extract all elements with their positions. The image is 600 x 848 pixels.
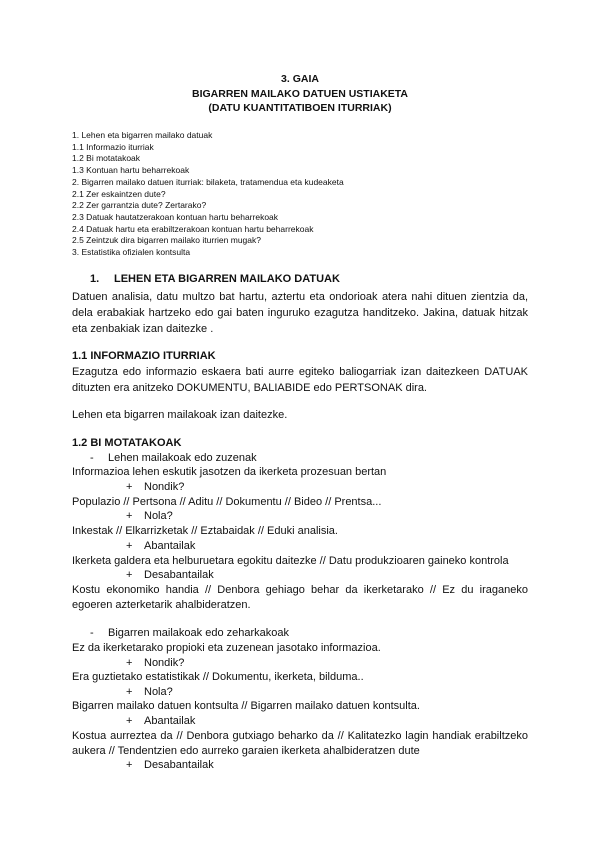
secondary-advantages-item — [126, 715, 195, 727]
table-of-contents — [72, 130, 344, 259]
toc-item: 1.3 Kontuan hartu beharrekoak — [72, 165, 190, 176]
chapter-subtitle: (DATU KUANTITATIBOEN ITURRIAK) — [208, 102, 392, 114]
section-1-2-heading: 1.2 BI MOTATAKOAK — [72, 437, 182, 449]
primary-description: Informazioa lehen eskutik jasotzen da ikerketa prozesuan bertan — [72, 466, 387, 478]
section-1-1-note: Lehen eta bigarren mailakoak izan daitezke. — [72, 409, 288, 421]
primary-advantages-label: Abantailak — [144, 540, 196, 552]
primary-advantages-item — [126, 540, 195, 552]
section-1-paragraph-line: Datuen analisia, datu multzo bat hartu, aztertu eta ondorioak atera nahi dituen zientzia da, — [72, 291, 528, 303]
secondary-how-text: Bigarren mailako datuen kontsulta // Bigarren mailako datuen kontsulta. — [72, 700, 420, 712]
section-1-paragraph-line: eta zenbakiak izan daitezke . — [72, 323, 214, 335]
primary-sources-label: Lehen mailakoak edo zuzenak — [108, 452, 257, 464]
secondary-where-text: Era guztietako estatistikak // Dokumentu, ikerketa, bilduma.. — [72, 671, 364, 683]
secondary-description: Ez da ikerketarako propioki eta zuzenean jasotako informazioa. — [72, 642, 381, 654]
secondary-sources-label: Bigarren mailakoak edo zeharkakoak — [108, 627, 289, 639]
secondary-where-item — [126, 657, 184, 669]
chapter-title: BIGARREN MAILAKO DATUEN USTIAKETA — [191, 87, 409, 100]
secondary-sources-item — [90, 627, 289, 639]
dash-bullet: - — [90, 452, 94, 464]
primary-where-text: Populazio // Pertsona // Aditu // Dokumentu // Bideo // Prentsa... — [72, 496, 382, 508]
section-1-number: 1. — [90, 273, 100, 285]
secondary-advantages-label: Abantailak — [144, 715, 196, 727]
primary-how-text: Inkestak // Elkarrizketak // Eztabaidak // Eduki analisia. — [72, 525, 338, 537]
plus-bullet: + — [126, 715, 133, 727]
toc-item: 3. Estatistika ofizialen kontsulta — [72, 247, 191, 258]
primary-disadvantages-item — [126, 569, 214, 581]
section-1-1-paragraph-line: dituzten era anitzeko DOKUMENTU, BALIABIDE edo PERTSONAK dira. — [72, 382, 427, 394]
plus-bullet: + — [126, 686, 133, 698]
toc-item: 1. Lehen eta bigarren mailako datuak — [72, 130, 213, 140]
secondary-disadvantages-item — [126, 759, 214, 771]
primary-advantages-text: Ikerketa galdera eta helburuetara egokitu daitezke // Datu produkzioaren gaineko kontrola — [72, 555, 509, 567]
primary-disadvantages-line: Kostu ekonomiko handia // Denbora gehiago behar da ikerketarako // Ez du iraganeko — [72, 584, 528, 596]
toc-item: 2.1 Zer eskaintzen dute? — [72, 188, 166, 199]
plus-bullet: + — [126, 759, 133, 771]
plus-bullet: + — [126, 657, 133, 669]
primary-disadvantages-label: Desabantailak — [144, 569, 214, 581]
primary-how-item — [126, 510, 173, 522]
toc-item: 2.3 Datuak hautatzerakoan kontuan hartu beharrekoak — [72, 211, 279, 222]
secondary-advantages-line: Kostua aurreztea da // Denbora gutxiago beharko da // Kalitatezko lagin handiak erabiltzeko — [72, 730, 528, 742]
section-1-paragraph-line: dela erabakiak hartzeko edo gai baten inguruko ezagutza handitzeko. Jakina, datuak hitzak — [72, 307, 528, 319]
toc-item: 2.5 Zeintzuk dira bigarren mailako iturrien mugak? — [72, 235, 261, 246]
primary-sources-item — [90, 452, 257, 464]
section-1-title: LEHEN ETA BIGARREN MAILAKO DATUAK — [114, 273, 340, 285]
primary-where-item — [126, 481, 184, 493]
primary-disadvantages-line: egoeren azterketarik ahalbideratzen. — [72, 599, 251, 611]
plus-bullet: + — [126, 481, 133, 493]
primary-where-label: Nondik? — [144, 481, 185, 493]
toc-item: 2.2 Zer garrantzia dute? Zertarako? — [72, 200, 207, 211]
toc-item: 1.2 Bi motatakoak — [72, 153, 141, 164]
document-title — [0, 72, 600, 116]
secondary-disadvantages-label: Desabantailak — [144, 759, 214, 771]
toc-item: 1.1 Informazio iturriak — [72, 141, 154, 152]
plus-bullet: + — [126, 540, 133, 552]
toc-item: 2. Bigarren mailako datuen iturriak: bilaketa, tratamendua eta kudeaketa — [72, 176, 344, 187]
secondary-how-item — [126, 686, 173, 698]
secondary-how-label: Nola? — [144, 686, 173, 698]
secondary-where-label: Nondik? — [144, 657, 185, 669]
toc-item: 2.4 Datuak hartu eta erabiltzerakoan kontuan hartu beharrekoak — [72, 223, 314, 234]
section-1-heading — [90, 273, 340, 285]
chapter-number: 3. GAIA — [281, 73, 319, 85]
secondary-advantages-line: aukera // Tendentzien edo aurreko garaien ikerketa ahalbideratzen dute — [72, 745, 420, 757]
primary-how-label: Nola? — [144, 510, 173, 522]
dash-bullet: - — [90, 627, 94, 639]
plus-bullet: + — [126, 569, 133, 581]
section-1-1-paragraph-line: Ezagutza edo informazio eskaera bati aurre egiteko baliogarriak izan daitezkeen DATUAK — [72, 366, 528, 378]
plus-bullet: + — [126, 510, 133, 522]
section-1-1-heading: 1.1 INFORMAZIO ITURRIAK — [72, 350, 216, 362]
